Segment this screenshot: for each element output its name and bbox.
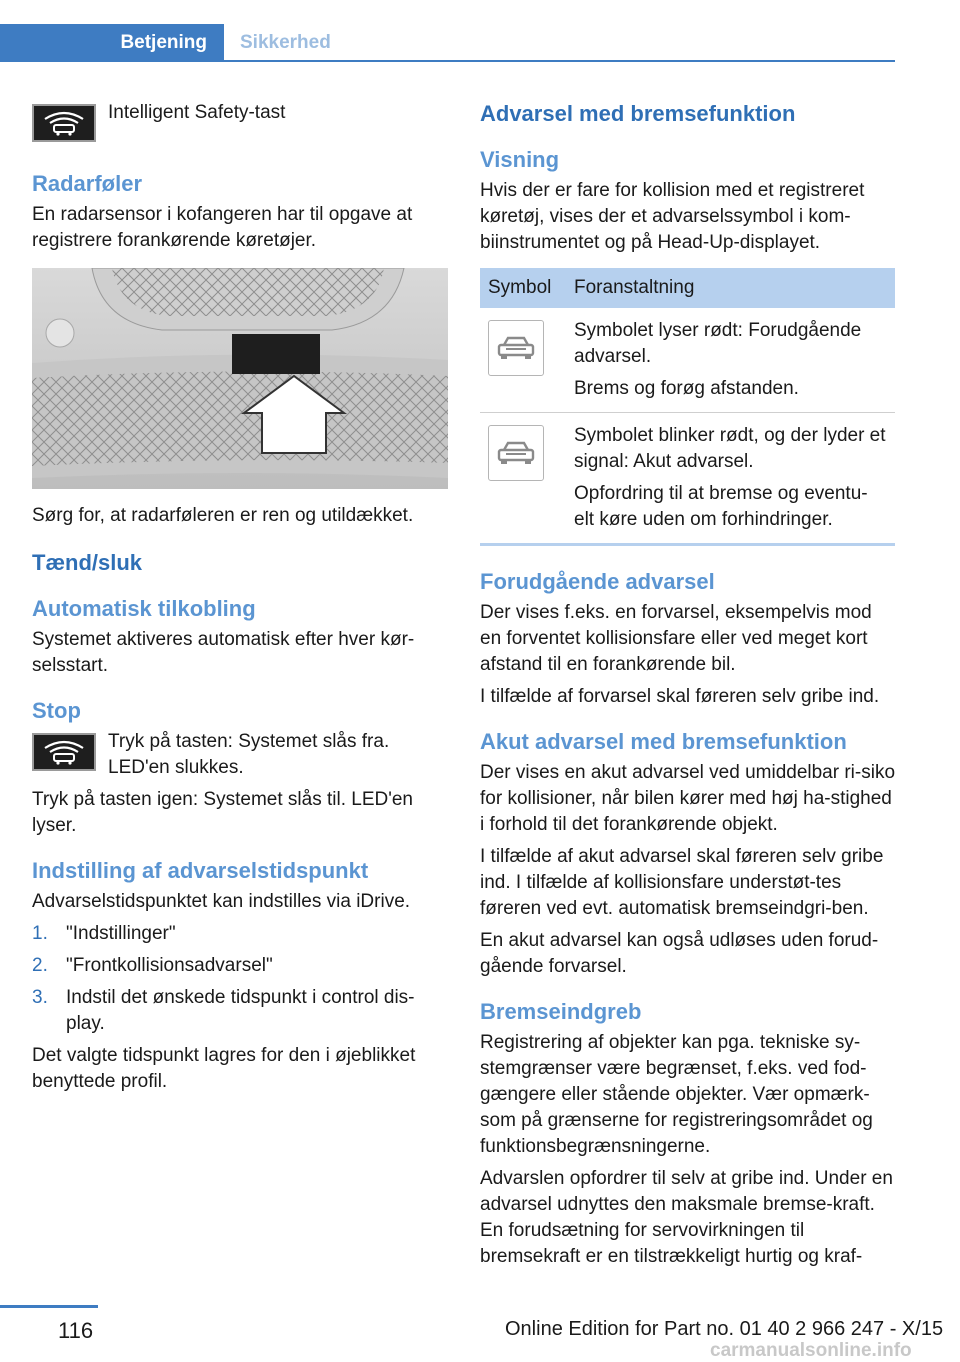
symbol-table <box>480 268 895 546</box>
tab-betjening[interactable]: Betjening <box>0 24 224 62</box>
brake-text-1: Registrering af objekter kan pga. tekniske sy-stemgrænser være begrænset, f.eks. ved fod-gængere eller stående objekter. Vær opmærk-som på grænserne for registreringsområdet og funktionsbegrænsningerne. <box>480 1032 873 1157</box>
radar-text: En radarsensor i kofangeren har til opgave at registrere forankørende køretøjer. <box>32 204 413 251</box>
watermark: carmanualsonline.info <box>710 1340 912 1361</box>
radar-heading: Radarføler <box>32 171 143 196</box>
acute-text-2: I tilfælde af akut advarsel skal føreren selv gribe ind. I tilfælde af kollisionsfare understøt-tes føreren ved evt. automatisk bremseindgri-ben. <box>480 846 884 919</box>
list-item: 1. "Indstillinger" <box>32 923 176 944</box>
auto-heading: Automatisk tilkobling <box>32 596 256 621</box>
display-text: Hvis der er fare for kollision med et registreret køretøj, vises der et advarselssymbol i kom-biinstrumentet og på Head-Up-displayet. <box>480 180 865 253</box>
stop-key-row <box>32 729 448 787</box>
onoff-heading: Tænd/sluk <box>32 550 143 575</box>
saved-text: Det valgte tidspunkt lagres for den i øjeblikket benyttede profil. <box>32 1045 416 1092</box>
stop-key-text: Tryk på tasten: Systemet slås fra. LED'en slukkes. <box>108 731 390 778</box>
left-column <box>32 100 448 1101</box>
car-warning-icon <box>488 320 544 376</box>
right-column <box>480 100 895 1276</box>
list-item: 3. Indstil det ønskede tidspunkt i control dis-play. <box>32 987 415 1034</box>
pre-text-1: Der vises f.eks. en forvarsel, eksempelvis mod en forventet kollisionsfare eller ved meget kort afstand til en forankørende bil. <box>480 602 872 675</box>
table-row <box>480 308 895 413</box>
list-item: 2. "Frontkollisionsadvarsel" <box>32 955 273 976</box>
stop-text: Tryk på tasten igen: Systemet slås til. LED'en lyser. <box>32 789 413 836</box>
table-cell: Symbolet lyser rødt: Forudgående advarsel. <box>574 320 862 367</box>
table-header-action: Foranstaltning <box>566 268 895 308</box>
intelligent-safety-key-icon <box>32 733 96 771</box>
page-number: 116 <box>58 1318 94 1343</box>
table-cell: Opfordring til at bremse og eventu-elt køre uden om forhindringer. <box>574 483 868 530</box>
acute-heading: Akut advarsel med bremsefunktion <box>480 729 847 754</box>
pre-heading: Forudgående advarsel <box>480 569 715 594</box>
brake-text-2: Advarslen opfordrer til selv at gribe ind. Under en advarsel udnyttes den maksmale bremse-kraft. En forudsætning for servovirkningen til bremsekraft er en tilstrækkeligt hurtig og kraf- <box>480 1168 893 1267</box>
display-heading: Visning <box>480 147 560 172</box>
table-cell: Symbolet blinker rødt, og der lyder et signal: Akut advarsel. <box>574 425 886 472</box>
timing-heading: Indstilling af advarselstidspunkt <box>32 858 369 883</box>
table-header-symbol: Symbol <box>480 268 566 308</box>
footer-rule <box>0 1305 98 1308</box>
safety-key-label: Intelligent Safety-tast <box>108 102 286 123</box>
edition-text: Online Edition for Part no. 01 40 2 966 247 - X/15 <box>505 1318 944 1340</box>
car-warning-icon <box>488 425 544 481</box>
table-cell: Brems og forøg afstanden. <box>574 378 799 399</box>
header-tabbar <box>0 24 895 62</box>
stop-heading: Stop <box>32 698 81 723</box>
tab-sikkerhed[interactable]: Sikkerhed <box>240 32 331 53</box>
radar-sensor-photo <box>32 268 448 489</box>
safety-key-row <box>32 100 448 142</box>
auto-text: Systemet aktiveres automatisk efter hver kør-selsstart. <box>32 629 415 676</box>
acute-text-1: Der vises en akut advarsel ved umiddelbar ri-siko for kollisioner, når bilen kører med høj ha-stighed i forhold til det forankørende objekt. <box>480 762 896 835</box>
main-heading: Advarsel med bremsefunktion <box>480 101 796 126</box>
pre-text-2: I tilfælde af forvarsel skal føreren selv gribe ind. <box>480 686 880 707</box>
acute-text-3: En akut advarsel kan også udløses uden forud-gående forvarsel. <box>480 930 879 977</box>
timing-steps <box>32 921 448 1037</box>
timing-text: Advarselstidspunktet kan indstilles via iDrive. <box>32 891 411 912</box>
intelligent-safety-key-icon <box>32 104 96 142</box>
table-row <box>480 413 895 545</box>
brake-heading: Bremseindgreb <box>480 999 642 1024</box>
photo-caption: Sørg for, at radarføleren er ren og utildækket. <box>32 505 414 526</box>
